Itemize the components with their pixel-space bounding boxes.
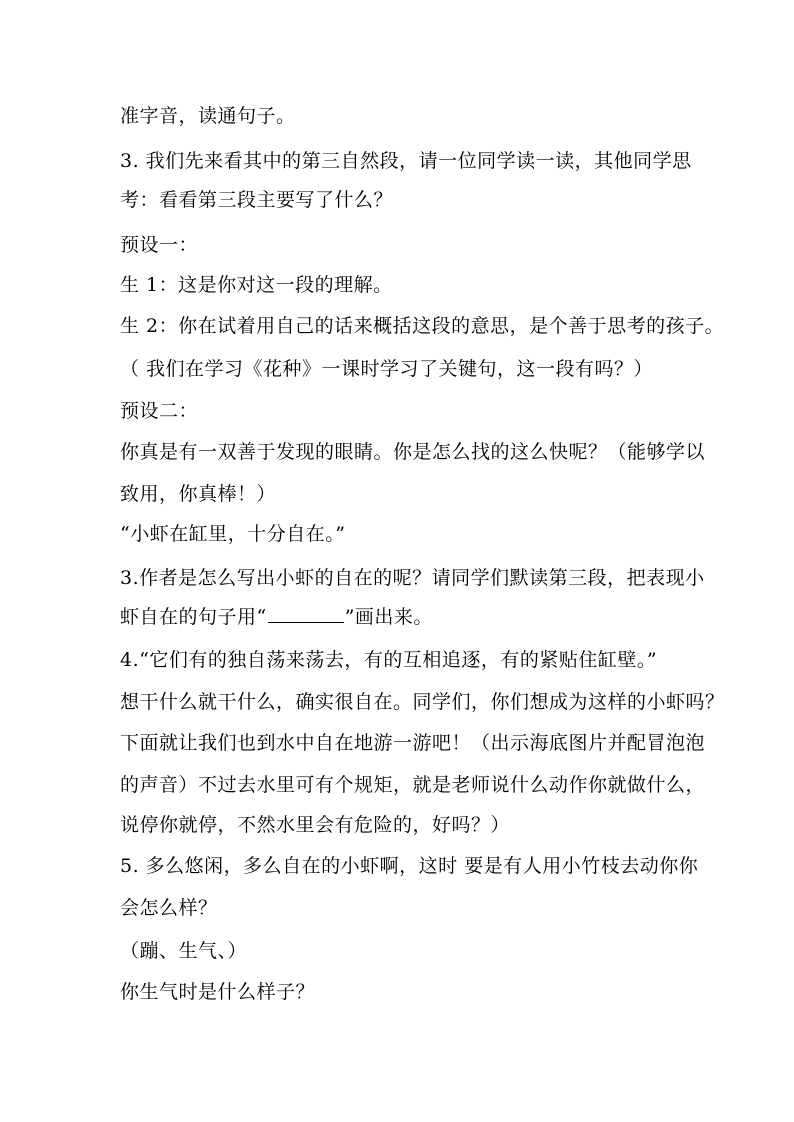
- text-line: （蹦、生气、）: [120, 940, 248, 962]
- text-line: 考：看看第三段主要写了什么？: [120, 189, 394, 211]
- underline-suffix: ”画出来。: [344, 606, 433, 628]
- text-line: 准字音，读通句子。: [120, 105, 296, 127]
- fill-blank-underline: [268, 606, 344, 623]
- text-line-with-blank: [120, 605, 433, 629]
- text-line: 预设二：: [120, 400, 199, 422]
- text-line: 你生气时是什么样子？: [120, 981, 316, 1003]
- text-line: 说停你就停，不然水里会有危险的，好吗？）: [120, 814, 511, 836]
- text-line: 的声音）不过去水里可有个规矩，就是老师说什么动作你就做什么，: [120, 774, 706, 796]
- text-line: 生 2：你在试着用自己的话来概括这段的意思，是个善于思考的孩子。: [120, 315, 725, 337]
- text-line: 5. 多么悠闲，多么自在的小虾啊，这时 要是有人用小竹枝去动你你: [120, 855, 699, 877]
- underline-prefix: 虾自在的句子用“: [120, 606, 267, 628]
- text-line: 3.作者是怎么写出小虾的自在的呢？请同学们默读第三段，把表现小: [120, 567, 705, 589]
- text-line: 4.“它们有的独自荡来荡去，有的互相追逐，有的紧贴住缸壁。”: [120, 649, 658, 671]
- text-line: 想干什么就干什么，确实很自在。同学们，你们想成为这样的小虾吗？: [120, 691, 725, 713]
- text-line: 下面就让我们也到水中自在地游一游吧！（出示海底图片并配冒泡泡: [120, 732, 706, 754]
- text-line: 生 1：这是你对这一段的理解。: [120, 274, 393, 296]
- text-line: 致用，你真棒！）: [120, 483, 277, 505]
- text-line: “小虾在缸里，十分自在。”: [120, 523, 346, 545]
- text-line: 你真是有一双善于发现的眼睛。你是怎么找的这么快呢？（能够学以: [120, 441, 706, 463]
- text-line: 3. 我们先来看其中的第三自然段，请一位同学读一读，其他同学思: [120, 150, 692, 172]
- text-line: 会怎么样？: [120, 897, 218, 919]
- text-line: 预设一：: [120, 234, 199, 256]
- text-line: （ 我们在学习《花种》一课时学习了关键句，这一段有吗？）: [120, 358, 654, 380]
